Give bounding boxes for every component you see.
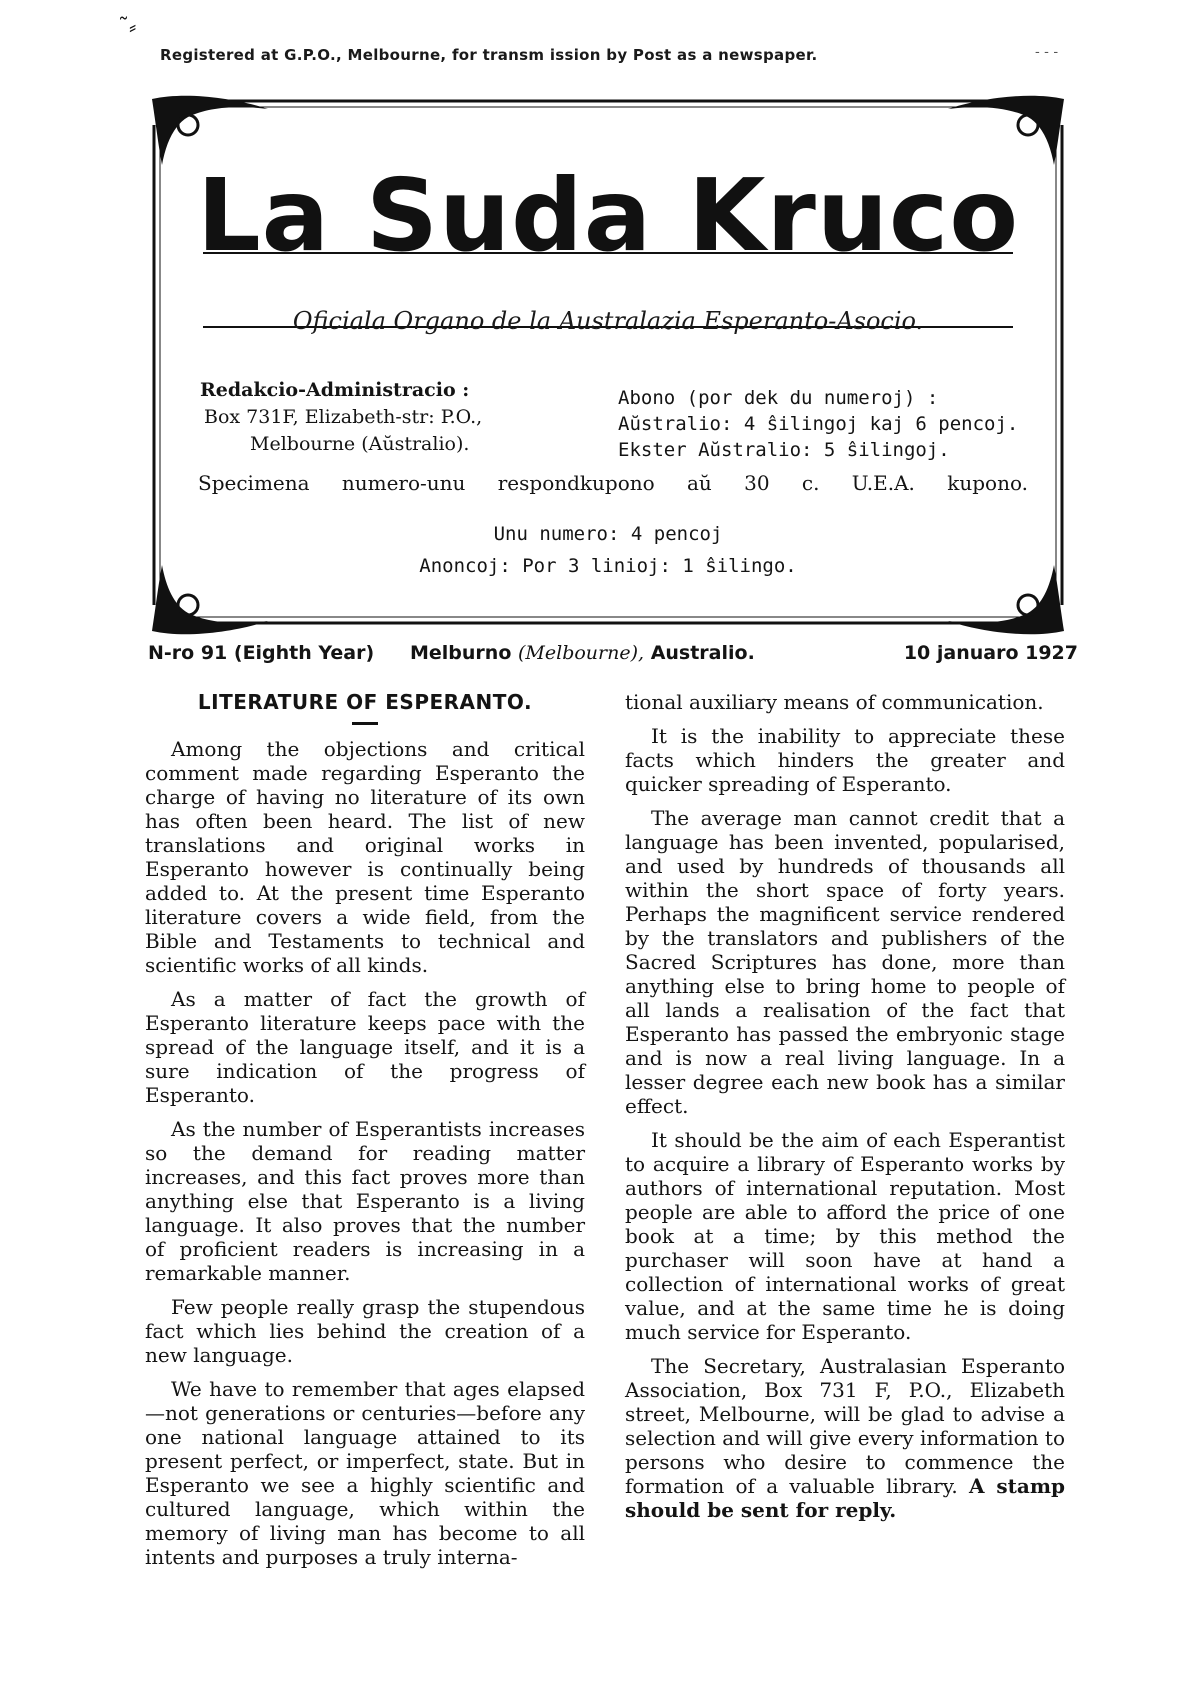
- paragraph: Few people really grasp the stupendous fact which lies behind the creation of a new language.: [145, 1295, 585, 1367]
- registration-notice: Registered at G.P.O., Melbourne, for transm ission by Post as a newspaper.: [160, 46, 818, 64]
- corner-ornament-top-right: [948, 96, 1064, 165]
- admin-heading: Redakcio-Administracio :: [200, 379, 470, 401]
- specimen-notice: Specimena numero-unu respondkupono aŭ 30 c. U.E.A. kupono.: [198, 471, 1028, 495]
- paragraph: It is the inability to appreciate these facts which hinders the greater and quicker spreading of Esperanto.: [625, 724, 1065, 796]
- subscription-heading: Abono (por dek du numeroj) :: [618, 387, 939, 409]
- dash-mark: - - -: [1035, 44, 1059, 60]
- paragraph: Among the objections and critical comment made regarding Esperanto the charge of having no literature of its own has often been heard. The list of new translations and original works in Esperanto however is continually being added to. At the present time Esperanto literature covers a wide field, from the Bible and Testaments to technical and scientific works of all kinds.: [145, 737, 585, 977]
- closing-paragraph: [625, 1354, 1065, 1522]
- subscription-block: [618, 385, 1018, 463]
- corner-ink-mark: ˜⸗: [118, 15, 137, 40]
- paragraph: As the number of Esperantists increases so the demand for reading matter increases, and this fact proves more than anything else that Esperanto is a living language. It also proves that the number of proficient readers is increasing in a remarkable manner.: [145, 1117, 585, 1285]
- article-right-column: [625, 690, 1065, 1532]
- issue-city-en: (Melbourne),: [518, 642, 645, 664]
- article-left-column: [145, 690, 585, 1579]
- administration-block: [200, 377, 482, 458]
- issue-country: Australio.: [650, 642, 755, 664]
- issue-number: N-ro 91 (Eighth Year): [148, 642, 375, 664]
- corner-ornament-top-left: [152, 96, 268, 165]
- closing-bold-text: A stamp should be sent for reply.: [625, 1474, 1065, 1522]
- paragraph: The average man cannot credit that a language has been invented, popularised, and used by hundreds of thousands all within the short space of forty years. Perhaps the magnificent service rendered by the translators and publishers of the Sacred Scriptures has done, more than anything else to bring home to people of all lands a realisation of the fact that Esperanto has passed the embryonic stage and is now a real living language. In a lesser degree each new book has a similar effect.: [625, 806, 1065, 1118]
- paragraph: It should be the aim of each Esperantist to acquire a library of Esperanto works by authors of international reputation. Most people are able to afford the price of one book at a time; by this method the purchaser will soon have at hand a collection of international works of great value, and at the same time he is doing much service for Esperanto.: [625, 1128, 1065, 1344]
- masthead-title: La Suda Kruco: [196, 157, 1020, 274]
- title-dash: [352, 722, 378, 725]
- admin-city: Melbourne (Aŭstralio).: [250, 433, 470, 455]
- issue-city: Melburno: [410, 642, 512, 664]
- admin-address: Box 731F, Elizabeth-str: P.O.,: [204, 406, 483, 428]
- paragraph: As a matter of fact the growth of Esperanto literature keeps pace with the spread of the language itself, and it is a sure indication of the progress of Esperanto.: [145, 987, 585, 1107]
- single-issue-price: Unu numero: 4 pencoj: [493, 523, 723, 545]
- paragraph: We have to remember that ages elapsed—not generations or centuries—before any one national language attained to its present perfect, or imperfect, state. But in Esperanto we see a highly scientific and cultured language, which within the memory of living man has become to all intents and purposes a truly interna-: [145, 1377, 585, 1569]
- masthead-frame: [148, 95, 1068, 635]
- issue-place: [410, 642, 755, 664]
- subscription-abroad: Ekster Aŭstralio: 5 ŝilingoj.: [618, 439, 950, 461]
- paragraph-continuation: tional auxiliary means of communication.: [625, 690, 1044, 714]
- advertising-rates: Anoncoj: Por 3 linioj: 1 ŝilingo.: [419, 555, 797, 577]
- subscription-australia: Aŭstralio: 4 ŝilingoj kaj 6 pencoj.: [618, 413, 1019, 435]
- issue-date: 10 januaro 1927: [903, 642, 1078, 664]
- closing-text: The Secretary, Australasian Esperanto Association, Box 731 F, P.O., Elizabeth street, Melbourne, will be glad to advise a selection and will give every information to persons who desire to commence the formation of a valuable library.: [625, 1354, 1065, 1498]
- masthead-subtitle: Oficiala Organo de la Australazia Esperanto-Asocio.: [292, 307, 924, 335]
- article-title: LITERATURE OF ESPERANTO.: [197, 690, 533, 714]
